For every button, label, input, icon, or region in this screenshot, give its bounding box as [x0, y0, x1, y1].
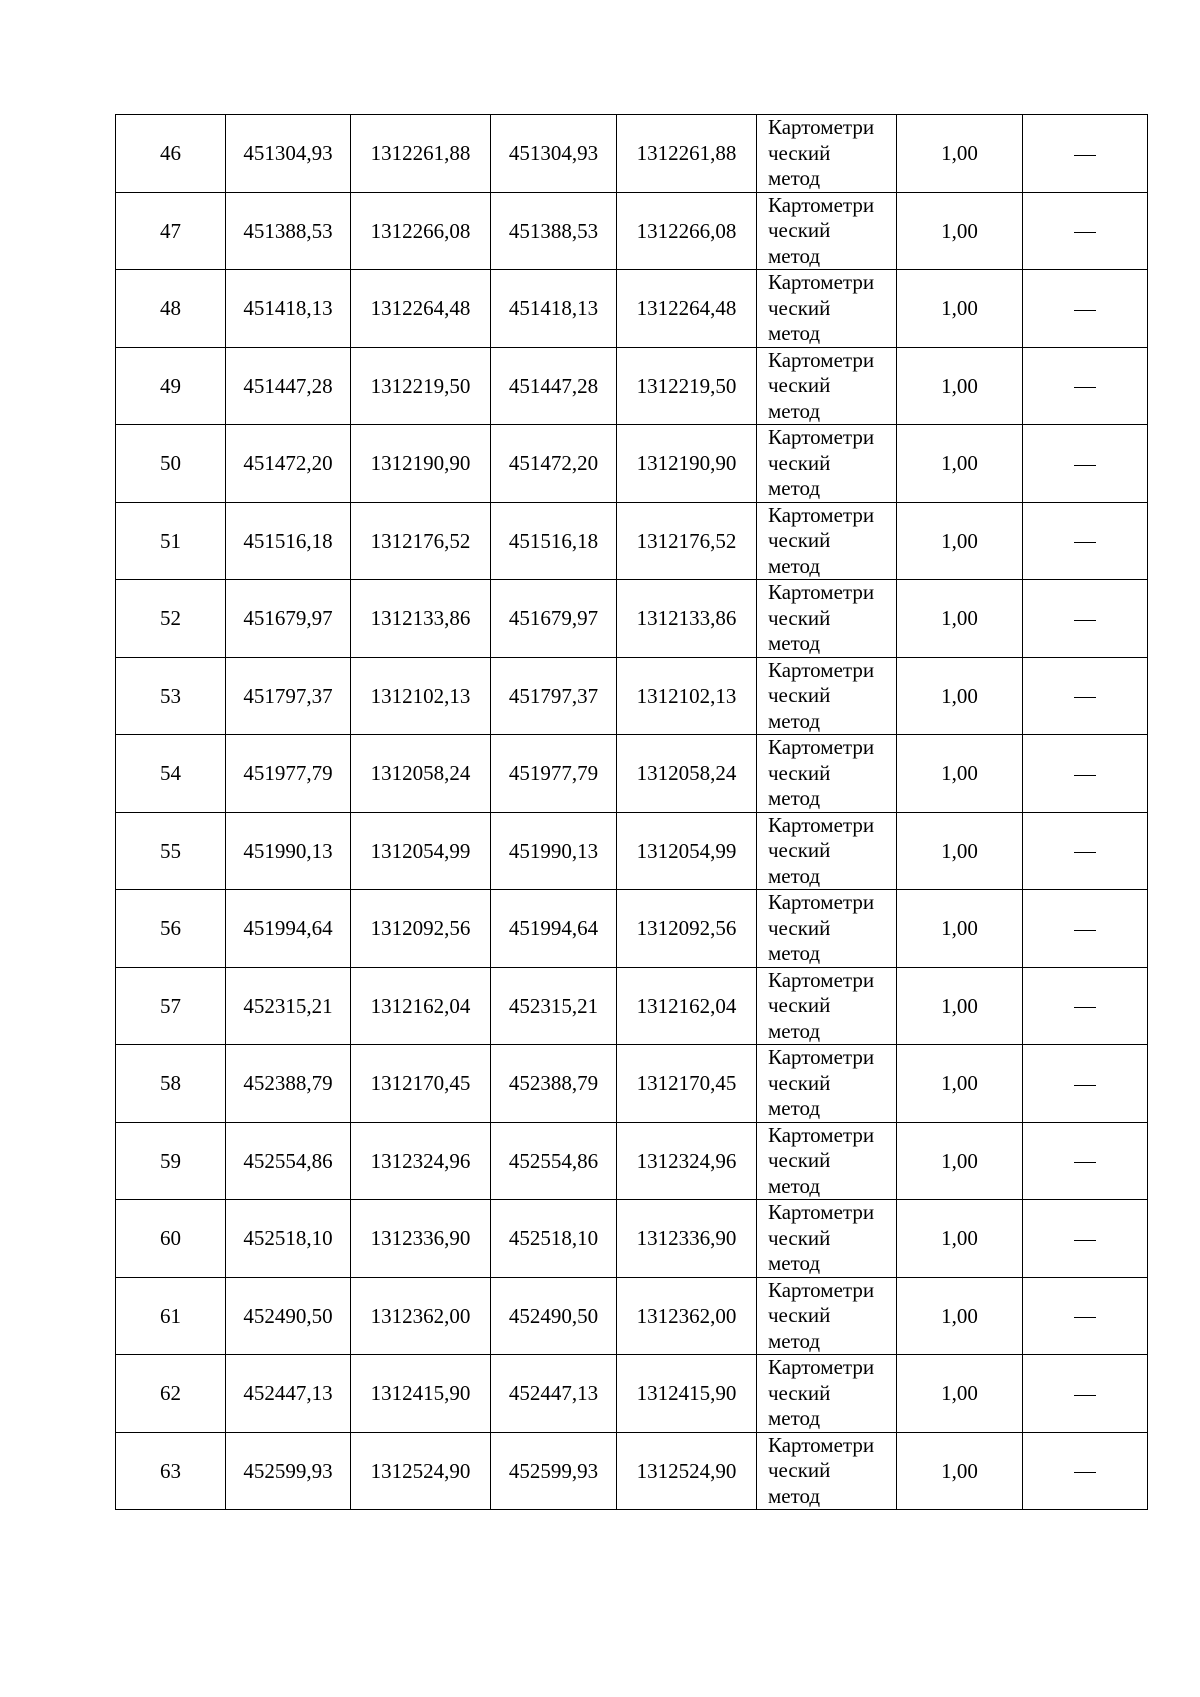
refined-x-cell: 451388,53	[491, 192, 617, 270]
refined-y-cell: 1312176,52	[617, 502, 757, 580]
method-text-line: ческий	[768, 683, 831, 707]
method-text-line: метод	[768, 476, 821, 500]
refined-y-cell: 1312415,90	[617, 1355, 757, 1433]
dash-mark	[1074, 1395, 1096, 1396]
note-cell	[1023, 270, 1148, 348]
table-row	[116, 1045, 1148, 1123]
existing-y-cell: 1312219,50	[351, 347, 491, 425]
note-cell	[1023, 890, 1148, 968]
method-text-line: Картометри	[768, 115, 875, 139]
method-text-line: Картометри	[768, 502, 875, 527]
table-row	[116, 1432, 1148, 1510]
method-text-line: Картометри	[768, 1045, 875, 1069]
refined-y-cell: 1312054,99	[617, 812, 757, 890]
note-cell	[1023, 735, 1148, 813]
table-row	[116, 812, 1148, 890]
method-text-line: метод	[768, 1251, 821, 1275]
refined-x-cell: 451990,13	[491, 812, 617, 890]
note-cell	[1023, 1122, 1148, 1200]
refined-y-cell: 1312190,90	[617, 425, 757, 503]
accuracy-cell: 1,00	[897, 115, 1023, 193]
note-cell	[1023, 657, 1148, 735]
refined-x-cell: 451679,97	[491, 580, 617, 658]
method-cell	[757, 425, 897, 503]
point-number-cell: 49	[116, 347, 226, 425]
note-cell	[1023, 1277, 1148, 1355]
existing-y-cell: 1312190,90	[351, 425, 491, 503]
refined-x-cell: 451472,20	[491, 425, 617, 503]
method-text-line: ческий	[768, 993, 831, 1017]
table-row	[116, 1122, 1148, 1200]
existing-x-cell: 452490,50	[226, 1277, 351, 1355]
existing-y-cell: 1312415,90	[351, 1355, 491, 1433]
method-text-line: Картометри	[768, 580, 875, 604]
method-text-line: ческий	[768, 1458, 831, 1482]
dash-mark	[1074, 852, 1096, 853]
refined-x-cell: 451447,28	[491, 347, 617, 425]
existing-x-cell: 451472,20	[226, 425, 351, 503]
method-text-line: Картометри	[768, 1277, 875, 1302]
dash-mark	[1074, 1162, 1096, 1163]
refined-x-cell: 451304,93	[491, 115, 617, 193]
point-number-cell: 48	[116, 270, 226, 348]
accuracy-cell: 1,00	[897, 890, 1023, 968]
method-text-line: Картометри	[768, 812, 875, 837]
point-number-cell: 46	[116, 115, 226, 193]
accuracy-cell: 1,00	[897, 1122, 1023, 1200]
method-cell	[757, 967, 897, 1045]
accuracy-cell: 1,00	[897, 192, 1023, 270]
table-row	[116, 967, 1148, 1045]
method-text-line: ческий	[768, 528, 831, 552]
existing-y-cell: 1312524,90	[351, 1432, 491, 1510]
point-number-cell: 61	[116, 1277, 226, 1355]
method-text-line: метод	[768, 243, 821, 268]
existing-x-cell: 451797,37	[226, 657, 351, 735]
method-cell	[757, 502, 897, 580]
refined-x-cell: 451418,13	[491, 270, 617, 348]
dash-mark	[1074, 155, 1096, 156]
existing-x-cell: 451994,64	[226, 890, 351, 968]
table-row	[116, 890, 1148, 968]
refined-x-cell: 451516,18	[491, 502, 617, 580]
method-text-line: ческий	[768, 218, 831, 242]
refined-x-cell: 452388,79	[491, 1045, 617, 1123]
accuracy-cell: 1,00	[897, 735, 1023, 813]
note-cell	[1023, 192, 1148, 270]
note-cell	[1023, 425, 1148, 503]
method-text-line: метод	[768, 786, 821, 810]
point-number-cell: 58	[116, 1045, 226, 1123]
existing-y-cell: 1312324,96	[351, 1122, 491, 1200]
refined-x-cell: 451977,79	[491, 735, 617, 813]
refined-y-cell: 1312058,24	[617, 735, 757, 813]
method-cell	[757, 1355, 897, 1433]
point-number-cell: 56	[116, 890, 226, 968]
method-text-line: ческий	[768, 140, 831, 165]
refined-x-cell: 452315,21	[491, 967, 617, 1045]
method-text-line: Картометри	[768, 425, 875, 449]
method-cell	[757, 735, 897, 813]
dash-mark	[1074, 1240, 1096, 1241]
refined-x-cell: 452490,50	[491, 1277, 617, 1355]
method-text-line: метод	[768, 166, 821, 190]
note-cell	[1023, 115, 1148, 193]
method-text-line: метод	[768, 631, 821, 655]
method-text-line: Картометри	[768, 347, 875, 372]
method-cell	[757, 1122, 897, 1200]
point-number-cell: 51	[116, 502, 226, 580]
existing-x-cell: 451447,28	[226, 347, 351, 425]
accuracy-cell: 1,00	[897, 812, 1023, 890]
accuracy-cell: 1,00	[897, 967, 1023, 1045]
method-cell	[757, 1045, 897, 1123]
table-row	[116, 192, 1148, 270]
refined-x-cell: 452447,13	[491, 1355, 617, 1433]
method-text-line: метод	[768, 708, 821, 733]
refined-y-cell: 1312219,50	[617, 347, 757, 425]
table-body	[116, 115, 1148, 1510]
dash-mark	[1074, 697, 1096, 698]
note-cell	[1023, 580, 1148, 658]
accuracy-cell: 1,00	[897, 657, 1023, 735]
method-text-line: метод	[768, 941, 821, 965]
table-row	[116, 425, 1148, 503]
dash-mark	[1074, 930, 1096, 931]
accuracy-cell: 1,00	[897, 1277, 1023, 1355]
point-number-cell: 60	[116, 1200, 226, 1278]
dash-mark	[1074, 310, 1096, 311]
method-cell	[757, 192, 897, 270]
method-text-line: Картометри	[768, 967, 875, 992]
note-cell	[1023, 1045, 1148, 1123]
dash-mark	[1074, 620, 1096, 621]
note-cell	[1023, 1200, 1148, 1278]
existing-x-cell: 452599,93	[226, 1432, 351, 1510]
coordinates-table	[115, 114, 1148, 1510]
refined-y-cell: 1312133,86	[617, 580, 757, 658]
refined-y-cell: 1312336,90	[617, 1200, 757, 1278]
method-text-line: метод	[768, 321, 821, 345]
existing-x-cell: 452518,10	[226, 1200, 351, 1278]
accuracy-cell: 1,00	[897, 1045, 1023, 1123]
method-text-line: метод	[768, 553, 821, 578]
refined-x-cell: 452599,93	[491, 1432, 617, 1510]
table-row	[116, 1277, 1148, 1355]
existing-y-cell: 1312336,90	[351, 1200, 491, 1278]
method-text-line: ческий	[768, 1380, 831, 1405]
refined-y-cell: 1312362,00	[617, 1277, 757, 1355]
method-text-line: ческий	[768, 1070, 831, 1095]
point-number-cell: 55	[116, 812, 226, 890]
table-row	[116, 347, 1148, 425]
method-text-line: метод	[768, 398, 821, 423]
note-cell	[1023, 502, 1148, 580]
dash-mark	[1074, 387, 1096, 388]
existing-x-cell: 451990,13	[226, 812, 351, 890]
method-text-line: ческий	[768, 760, 831, 785]
method-text-line: метод	[768, 1406, 821, 1430]
refined-y-cell: 1312266,08	[617, 192, 757, 270]
method-cell	[757, 812, 897, 890]
dash-mark	[1074, 1317, 1096, 1318]
method-text-line: Картометри	[768, 192, 875, 217]
table-row	[116, 1355, 1148, 1433]
refined-y-cell: 1312261,88	[617, 115, 757, 193]
note-cell	[1023, 347, 1148, 425]
method-text-line: метод	[768, 1483, 821, 1508]
dash-mark	[1074, 775, 1096, 776]
accuracy-cell: 1,00	[897, 425, 1023, 503]
accuracy-cell: 1,00	[897, 580, 1023, 658]
refined-y-cell: 1312524,90	[617, 1432, 757, 1510]
existing-x-cell: 452447,13	[226, 1355, 351, 1433]
method-text-line: ческий	[768, 838, 831, 862]
refined-x-cell: 452554,86	[491, 1122, 617, 1200]
point-number-cell: 63	[116, 1432, 226, 1510]
existing-x-cell: 451977,79	[226, 735, 351, 813]
refined-x-cell: 451994,64	[491, 890, 617, 968]
method-text-line: ческий	[768, 373, 831, 397]
method-text-line: Картометри	[768, 1200, 875, 1224]
existing-y-cell: 1312261,88	[351, 115, 491, 193]
method-cell	[757, 1432, 897, 1510]
existing-y-cell: 1312102,13	[351, 657, 491, 735]
point-number-cell: 62	[116, 1355, 226, 1433]
refined-y-cell: 1312102,13	[617, 657, 757, 735]
method-cell	[757, 270, 897, 348]
accuracy-cell: 1,00	[897, 1200, 1023, 1278]
note-cell	[1023, 1355, 1148, 1433]
table-row	[116, 115, 1148, 193]
method-text-line: ческий	[768, 1303, 831, 1327]
note-cell	[1023, 812, 1148, 890]
table-row	[116, 735, 1148, 813]
method-text-line: ческий	[768, 605, 831, 630]
dash-mark	[1074, 1085, 1096, 1086]
method-text-line: ческий	[768, 1225, 831, 1250]
table-row	[116, 580, 1148, 658]
method-text-line: Картометри	[768, 657, 875, 682]
method-text-line: метод	[768, 1018, 821, 1043]
table-row	[116, 657, 1148, 735]
method-cell	[757, 890, 897, 968]
method-cell	[757, 1277, 897, 1355]
dash-mark	[1074, 465, 1096, 466]
method-cell	[757, 347, 897, 425]
method-text-line: Картометри	[768, 890, 875, 914]
method-text-line: ческий	[768, 1148, 831, 1172]
method-text-line: Картометри	[768, 270, 875, 294]
table-row	[116, 502, 1148, 580]
method-text-line: ческий	[768, 915, 831, 940]
accuracy-cell: 1,00	[897, 347, 1023, 425]
method-text-line: Картометри	[768, 1355, 875, 1379]
method-text-line: ческий	[768, 450, 831, 475]
point-number-cell: 57	[116, 967, 226, 1045]
existing-x-cell: 451516,18	[226, 502, 351, 580]
point-number-cell: 53	[116, 657, 226, 735]
existing-y-cell: 1312162,04	[351, 967, 491, 1045]
existing-x-cell: 452315,21	[226, 967, 351, 1045]
refined-x-cell: 452518,10	[491, 1200, 617, 1278]
existing-y-cell: 1312264,48	[351, 270, 491, 348]
method-text-line: метод	[768, 863, 821, 888]
existing-y-cell: 1312266,08	[351, 192, 491, 270]
method-text-line: метод	[768, 1096, 821, 1120]
existing-x-cell: 451679,97	[226, 580, 351, 658]
existing-x-cell: 451388,53	[226, 192, 351, 270]
point-number-cell: 59	[116, 1122, 226, 1200]
note-cell	[1023, 967, 1148, 1045]
refined-x-cell: 451797,37	[491, 657, 617, 735]
note-cell	[1023, 1432, 1148, 1510]
method-cell	[757, 1200, 897, 1278]
accuracy-cell: 1,00	[897, 1355, 1023, 1433]
point-number-cell: 47	[116, 192, 226, 270]
point-number-cell: 52	[116, 580, 226, 658]
existing-y-cell: 1312170,45	[351, 1045, 491, 1123]
existing-y-cell: 1312092,56	[351, 890, 491, 968]
existing-y-cell: 1312054,99	[351, 812, 491, 890]
existing-y-cell: 1312133,86	[351, 580, 491, 658]
refined-y-cell: 1312162,04	[617, 967, 757, 1045]
point-number-cell: 50	[116, 425, 226, 503]
refined-y-cell: 1312092,56	[617, 890, 757, 968]
method-text-line: Картометри	[768, 1432, 875, 1457]
point-number-cell: 54	[116, 735, 226, 813]
existing-x-cell: 452554,86	[226, 1122, 351, 1200]
method-text-line: Картометри	[768, 1122, 875, 1147]
existing-x-cell: 452388,79	[226, 1045, 351, 1123]
existing-x-cell: 451304,93	[226, 115, 351, 193]
refined-y-cell: 1312324,96	[617, 1122, 757, 1200]
method-text-line: метод	[768, 1173, 821, 1198]
method-text-line: Картометри	[768, 735, 875, 759]
accuracy-cell: 1,00	[897, 270, 1023, 348]
existing-y-cell: 1312362,00	[351, 1277, 491, 1355]
accuracy-cell: 1,00	[897, 1432, 1023, 1510]
dash-mark	[1074, 232, 1096, 233]
dash-mark	[1074, 542, 1096, 543]
method-cell	[757, 115, 897, 193]
refined-y-cell: 1312170,45	[617, 1045, 757, 1123]
method-text-line: метод	[768, 1328, 821, 1353]
table-row	[116, 1200, 1148, 1278]
existing-x-cell: 451418,13	[226, 270, 351, 348]
refined-y-cell: 1312264,48	[617, 270, 757, 348]
dash-mark	[1074, 1472, 1096, 1473]
existing-y-cell: 1312058,24	[351, 735, 491, 813]
table-row	[116, 270, 1148, 348]
dash-mark	[1074, 1007, 1096, 1008]
method-cell	[757, 657, 897, 735]
accuracy-cell: 1,00	[897, 502, 1023, 580]
method-cell	[757, 580, 897, 658]
method-text-line: ческий	[768, 295, 831, 320]
existing-y-cell: 1312176,52	[351, 502, 491, 580]
